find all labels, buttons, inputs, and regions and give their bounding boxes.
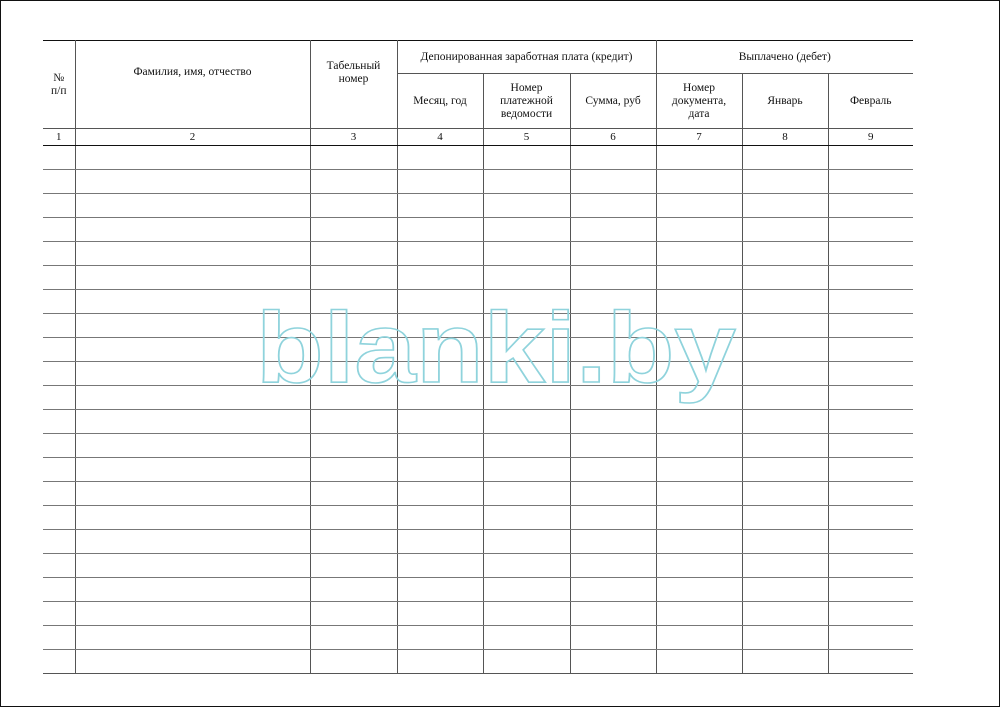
ledger-cell[interactable] xyxy=(656,506,742,530)
ledger-cell[interactable] xyxy=(310,314,397,338)
ledger-cell[interactable] xyxy=(828,410,913,434)
ledger-cell[interactable] xyxy=(310,482,397,506)
ledger-cell[interactable] xyxy=(828,554,913,578)
ledger-cell[interactable] xyxy=(570,218,656,242)
ledger-cell[interactable] xyxy=(43,386,75,410)
ledger-cell[interactable] xyxy=(742,146,828,170)
ledger-row xyxy=(43,386,913,410)
ledger-cell[interactable] xyxy=(75,650,310,674)
ledger-cell[interactable] xyxy=(310,506,397,530)
ledger-cell[interactable] xyxy=(75,602,310,626)
ledger-cell[interactable] xyxy=(656,578,742,602)
ledger-row xyxy=(43,554,913,578)
ledger-row xyxy=(43,362,913,386)
ledger-cell[interactable] xyxy=(75,626,310,650)
ledger-cell[interactable] xyxy=(397,458,483,482)
ledger-cell[interactable] xyxy=(75,386,310,410)
column-number: 1 xyxy=(43,129,75,146)
ledger-body xyxy=(43,146,913,674)
ledger-cell[interactable] xyxy=(483,602,570,626)
ledger-cell[interactable] xyxy=(397,386,483,410)
ledger-cell[interactable] xyxy=(828,626,913,650)
ledger-cell[interactable] xyxy=(43,530,75,554)
ledger-cell[interactable] xyxy=(656,602,742,626)
ledger-cell[interactable] xyxy=(43,458,75,482)
col-num-header: № п/п xyxy=(43,41,75,129)
ledger-cell[interactable] xyxy=(656,170,742,194)
ledger-cell[interactable] xyxy=(43,650,75,674)
ledger-row xyxy=(43,506,913,530)
ledger-row xyxy=(43,530,913,554)
ledger-cell[interactable] xyxy=(570,410,656,434)
ledger-cell[interactable] xyxy=(483,218,570,242)
ledger-cell[interactable] xyxy=(483,242,570,266)
ledger-cell[interactable] xyxy=(742,650,828,674)
ledger-cell[interactable] xyxy=(483,482,570,506)
ledger-row xyxy=(43,314,913,338)
ledger-cell[interactable] xyxy=(43,314,75,338)
ledger-cell[interactable] xyxy=(75,482,310,506)
ledger-cell[interactable] xyxy=(397,314,483,338)
ledger-cell[interactable] xyxy=(570,194,656,218)
ledger-cell[interactable] xyxy=(828,290,913,314)
ledger-cell[interactable] xyxy=(742,482,828,506)
ledger-cell[interactable] xyxy=(483,362,570,386)
paid-group-header: Выплачено (дебет) xyxy=(656,41,913,74)
ledger-cell[interactable] xyxy=(397,554,483,578)
ledger-cell[interactable] xyxy=(570,458,656,482)
ledger-cell[interactable] xyxy=(570,650,656,674)
ledger-cell[interactable] xyxy=(310,626,397,650)
ledger-cell[interactable] xyxy=(75,506,310,530)
ledger-cell[interactable] xyxy=(75,434,310,458)
ledger-cell[interactable] xyxy=(742,218,828,242)
ledger-cell[interactable] xyxy=(570,434,656,458)
ledger-cell[interactable] xyxy=(483,578,570,602)
ledger-cell[interactable] xyxy=(483,266,570,290)
ledger-cell[interactable] xyxy=(656,290,742,314)
ledger-cell[interactable] xyxy=(828,458,913,482)
ledger-cell[interactable] xyxy=(828,386,913,410)
ledger-cell[interactable] xyxy=(310,290,397,314)
ledger-cell[interactable] xyxy=(570,554,656,578)
column-number: 9 xyxy=(828,129,913,146)
ledger-cell[interactable] xyxy=(483,194,570,218)
col-statement-no-header: Номер платежной ведомости xyxy=(483,74,570,129)
ledger-cell[interactable] xyxy=(656,410,742,434)
ledger-cell[interactable] xyxy=(310,530,397,554)
ledger-cell[interactable] xyxy=(656,146,742,170)
ledger-row xyxy=(43,650,913,674)
ledger-cell[interactable] xyxy=(310,434,397,458)
ledger-cell[interactable] xyxy=(570,578,656,602)
ledger-cell[interactable] xyxy=(397,362,483,386)
ledger-cell[interactable] xyxy=(742,434,828,458)
ledger-cell[interactable] xyxy=(310,458,397,482)
ledger-cell[interactable] xyxy=(742,266,828,290)
col-february-header: Февраль xyxy=(828,74,913,129)
ledger-cell[interactable] xyxy=(43,602,75,626)
ledger-cell[interactable] xyxy=(310,338,397,362)
ledger-cell[interactable] xyxy=(397,410,483,434)
ledger-cell[interactable] xyxy=(43,146,75,170)
column-number: 4 xyxy=(397,129,483,146)
column-number: 6 xyxy=(570,129,656,146)
ledger-cell[interactable] xyxy=(483,146,570,170)
column-number: 8 xyxy=(742,129,828,146)
ledger-cell[interactable] xyxy=(656,482,742,506)
ledger-cell[interactable] xyxy=(656,338,742,362)
ledger-cell[interactable] xyxy=(397,218,483,242)
ledger-cell[interactable] xyxy=(397,194,483,218)
ledger-cell[interactable] xyxy=(43,290,75,314)
col-fio-header xyxy=(75,41,310,129)
col-january-header: Январь xyxy=(742,74,828,129)
ledger-cell[interactable] xyxy=(397,626,483,650)
ledger-cell[interactable] xyxy=(656,434,742,458)
ledger-cell[interactable] xyxy=(828,242,913,266)
ledger-cell[interactable] xyxy=(483,386,570,410)
ledger-cell[interactable] xyxy=(397,482,483,506)
ledger-cell[interactable] xyxy=(75,194,310,218)
ledger-cell[interactable] xyxy=(656,218,742,242)
ledger-row xyxy=(43,578,913,602)
ledger-cell[interactable] xyxy=(397,170,483,194)
watermark-text: blanki.by xyxy=(256,292,737,404)
ledger-cell[interactable] xyxy=(742,578,828,602)
ledger-cell[interactable] xyxy=(483,170,570,194)
ledger-cell[interactable] xyxy=(483,554,570,578)
ledger-cell[interactable] xyxy=(742,386,828,410)
column-number: 7 xyxy=(656,129,742,146)
ledger-cell[interactable] xyxy=(828,314,913,338)
ledger-cell[interactable] xyxy=(483,506,570,530)
ledger-cell[interactable] xyxy=(570,506,656,530)
ledger-cell[interactable] xyxy=(742,170,828,194)
ledger-cell[interactable] xyxy=(397,242,483,266)
ledger-cell[interactable] xyxy=(828,506,913,530)
ledger-cell[interactable] xyxy=(310,362,397,386)
ledger-cell[interactable] xyxy=(742,242,828,266)
ledger-cell[interactable] xyxy=(310,194,397,218)
ledger-row xyxy=(43,482,913,506)
ledger-row xyxy=(43,626,913,650)
ledger-cell[interactable] xyxy=(75,242,310,266)
ledger-cell[interactable] xyxy=(570,170,656,194)
ledger-cell[interactable] xyxy=(656,266,742,290)
ledger-cell[interactable] xyxy=(310,650,397,674)
ledger-cell[interactable] xyxy=(742,506,828,530)
ledger-cell[interactable] xyxy=(570,338,656,362)
ledger-cell[interactable] xyxy=(310,578,397,602)
ledger-table xyxy=(43,40,913,674)
ledger-cell[interactable] xyxy=(75,218,310,242)
ledger-cell[interactable] xyxy=(570,242,656,266)
ledger-cell[interactable] xyxy=(43,626,75,650)
ledger-cell[interactable] xyxy=(742,362,828,386)
ledger-cell[interactable] xyxy=(75,290,310,314)
ledger-cell[interactable] xyxy=(656,194,742,218)
ledger-cell[interactable] xyxy=(310,602,397,626)
ledger-cell[interactable] xyxy=(742,626,828,650)
ledger-cell[interactable] xyxy=(483,314,570,338)
ledger-cell[interactable] xyxy=(397,650,483,674)
ledger-cell[interactable] xyxy=(397,434,483,458)
ledger-cell[interactable] xyxy=(397,578,483,602)
ledger-cell[interactable] xyxy=(310,218,397,242)
ledger-row xyxy=(43,434,913,458)
ledger-cell[interactable] xyxy=(742,458,828,482)
ledger-cell[interactable] xyxy=(75,410,310,434)
ledger-cell[interactable] xyxy=(75,578,310,602)
column-number: 3 xyxy=(310,129,397,146)
ledger-cell[interactable] xyxy=(75,554,310,578)
ledger-row xyxy=(43,458,913,482)
ledger-cell[interactable] xyxy=(310,242,397,266)
ledger-cell[interactable] xyxy=(483,458,570,482)
deposited-group-header: Депонированная заработная плата (кредит) xyxy=(397,41,656,74)
ledger-cell[interactable] xyxy=(310,146,397,170)
ledger-cell[interactable] xyxy=(310,386,397,410)
ledger-cell[interactable] xyxy=(828,482,913,506)
ledger-cell[interactable] xyxy=(828,170,913,194)
ledger-cell[interactable] xyxy=(656,362,742,386)
ledger-cell[interactable] xyxy=(75,170,310,194)
ledger-cell[interactable] xyxy=(570,146,656,170)
ledger-row xyxy=(43,146,913,170)
ledger-cell[interactable] xyxy=(828,146,913,170)
ledger-cell[interactable] xyxy=(742,410,828,434)
ledger-cell[interactable] xyxy=(43,194,75,218)
ledger-cell[interactable] xyxy=(656,554,742,578)
ledger-row xyxy=(43,410,913,434)
ledger-cell[interactable] xyxy=(570,386,656,410)
ledger-cell[interactable] xyxy=(75,146,310,170)
ledger-cell[interactable] xyxy=(570,266,656,290)
ledger-cell[interactable] xyxy=(397,506,483,530)
ledger-cell[interactable] xyxy=(828,338,913,362)
ledger-cell[interactable] xyxy=(656,458,742,482)
column-number-row xyxy=(43,129,913,146)
ledger-cell[interactable] xyxy=(828,578,913,602)
col-sum-header: Сумма, руб xyxy=(570,74,656,129)
ledger-cell[interactable] xyxy=(75,338,310,362)
ledger-row xyxy=(43,242,913,266)
ledger-cell[interactable] xyxy=(656,242,742,266)
ledger-cell[interactable] xyxy=(43,170,75,194)
ledger-cell[interactable] xyxy=(828,650,913,674)
ledger-cell[interactable] xyxy=(742,554,828,578)
col-month-year-header: Месяц, год xyxy=(397,74,483,129)
col-tab-label: Табельный номер xyxy=(326,59,381,85)
column-number: 2 xyxy=(75,129,310,146)
ledger-cell[interactable] xyxy=(570,602,656,626)
ledger-cell[interactable] xyxy=(43,506,75,530)
ledger-cell[interactable] xyxy=(828,194,913,218)
ledger-cell[interactable] xyxy=(828,434,913,458)
col-fio-label: Фамилия, имя, отчество xyxy=(133,66,252,78)
ledger-cell[interactable] xyxy=(310,410,397,434)
ledger-cell[interactable] xyxy=(656,626,742,650)
ledger-cell[interactable] xyxy=(397,266,483,290)
ledger-cell[interactable] xyxy=(397,530,483,554)
ledger-cell[interactable] xyxy=(75,362,310,386)
ledger-cell[interactable] xyxy=(397,602,483,626)
ledger-cell[interactable] xyxy=(570,626,656,650)
ledger-row xyxy=(43,602,913,626)
ledger-cell[interactable] xyxy=(43,218,75,242)
ledger-cell[interactable] xyxy=(483,410,570,434)
ledger-cell[interactable] xyxy=(75,530,310,554)
ledger-cell[interactable] xyxy=(43,266,75,290)
ledger-cell[interactable] xyxy=(656,650,742,674)
ledger-cell[interactable] xyxy=(75,266,310,290)
ledger-row xyxy=(43,338,913,362)
ledger-cell[interactable] xyxy=(397,290,483,314)
ledger-cell[interactable] xyxy=(656,314,742,338)
ledger-cell[interactable] xyxy=(43,578,75,602)
ledger-row xyxy=(43,218,913,242)
ledger-cell[interactable] xyxy=(43,482,75,506)
ledger-cell[interactable] xyxy=(75,314,310,338)
ledger-row xyxy=(43,290,913,314)
ledger-cell[interactable] xyxy=(310,170,397,194)
ledger-row xyxy=(43,170,913,194)
ledger-cell[interactable] xyxy=(397,146,483,170)
ledger-cell[interactable] xyxy=(483,530,570,554)
ledger-cell[interactable] xyxy=(483,338,570,362)
ledger-cell[interactable] xyxy=(742,290,828,314)
ledger-cell[interactable] xyxy=(570,482,656,506)
ledger-cell[interactable] xyxy=(742,530,828,554)
ledger-cell[interactable] xyxy=(310,554,397,578)
ledger-row xyxy=(43,194,913,218)
ledger-cell[interactable] xyxy=(828,266,913,290)
ledger-cell[interactable] xyxy=(570,290,656,314)
ledger-cell[interactable] xyxy=(43,410,75,434)
ledger-cell[interactable] xyxy=(742,338,828,362)
ledger-cell[interactable] xyxy=(43,554,75,578)
col-tab-header xyxy=(310,41,397,129)
ledger-row xyxy=(43,266,913,290)
ledger-cell[interactable] xyxy=(570,314,656,338)
ledger-cell[interactable] xyxy=(828,602,913,626)
ledger-cell[interactable] xyxy=(43,362,75,386)
ledger-cell[interactable] xyxy=(656,386,742,410)
ledger-cell[interactable] xyxy=(483,290,570,314)
ledger-cell[interactable] xyxy=(570,530,656,554)
ledger-cell[interactable] xyxy=(75,458,310,482)
ledger-cell[interactable] xyxy=(742,602,828,626)
ledger-cell[interactable] xyxy=(483,434,570,458)
ledger-cell[interactable] xyxy=(43,242,75,266)
col-doc-no-date-header: Номер документа, дата xyxy=(656,74,742,129)
column-number: 5 xyxy=(483,129,570,146)
ledger-cell[interactable] xyxy=(742,314,828,338)
ledger-cell[interactable] xyxy=(828,218,913,242)
ledger-cell[interactable] xyxy=(397,338,483,362)
ledger-cell[interactable] xyxy=(742,194,828,218)
ledger-cell[interactable] xyxy=(310,266,397,290)
ledger-cell[interactable] xyxy=(570,362,656,386)
ledger-cell[interactable] xyxy=(828,530,913,554)
ledger-cell[interactable] xyxy=(43,434,75,458)
ledger-cell[interactable] xyxy=(483,626,570,650)
ledger-cell[interactable] xyxy=(483,650,570,674)
ledger-cell[interactable] xyxy=(828,362,913,386)
header-row-top xyxy=(43,41,913,74)
ledger-cell[interactable] xyxy=(656,530,742,554)
ledger-cell[interactable] xyxy=(43,338,75,362)
